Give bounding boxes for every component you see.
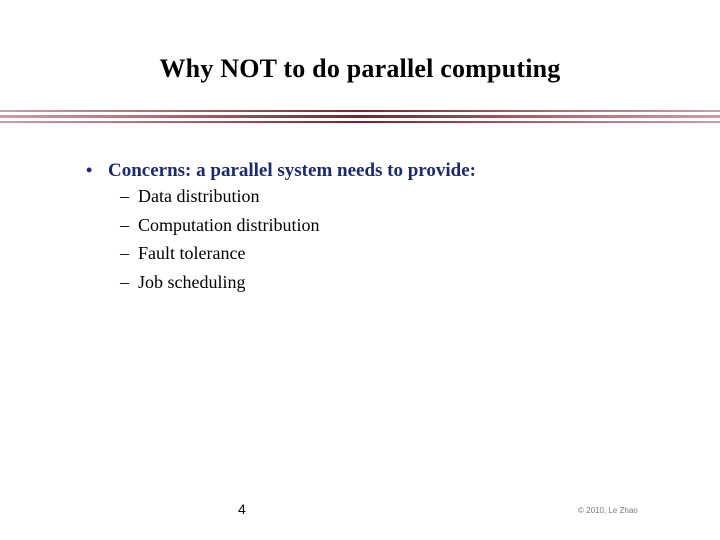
sub-bullet-list [120, 186, 686, 300]
dash-icon: – [120, 186, 129, 206]
dash-icon: – [120, 214, 129, 235]
sub-bullet-item [120, 243, 686, 272]
slide-title: Why NOT to do parallel computing [159, 54, 561, 83]
sub-bullet-item [120, 272, 686, 301]
sub-bullet-text: Job scheduling [138, 271, 246, 292]
sub-bullet-text: Computation distribution [138, 214, 320, 235]
title-divider-line-top [0, 110, 720, 112]
sub-bullet-item [120, 186, 686, 215]
main-bullet-text: Concerns: a parallel system needs to provide: [108, 160, 477, 181]
sub-bullet-text: Data distribution [138, 186, 260, 206]
title-divider-line-bottom [0, 121, 720, 123]
copyright-notice: © 2010, Le Zhao [578, 506, 638, 515]
bullet-icon: • [86, 160, 93, 180]
sub-bullet-item [120, 215, 686, 244]
slide-body [86, 160, 686, 300]
page-number: 4 [238, 501, 246, 517]
sub-bullet-text: Fault tolerance [138, 243, 246, 263]
dash-icon: – [120, 271, 129, 292]
title-divider-line-middle [0, 115, 720, 118]
dash-icon: – [120, 243, 129, 263]
main-bullet-item [86, 160, 686, 182]
